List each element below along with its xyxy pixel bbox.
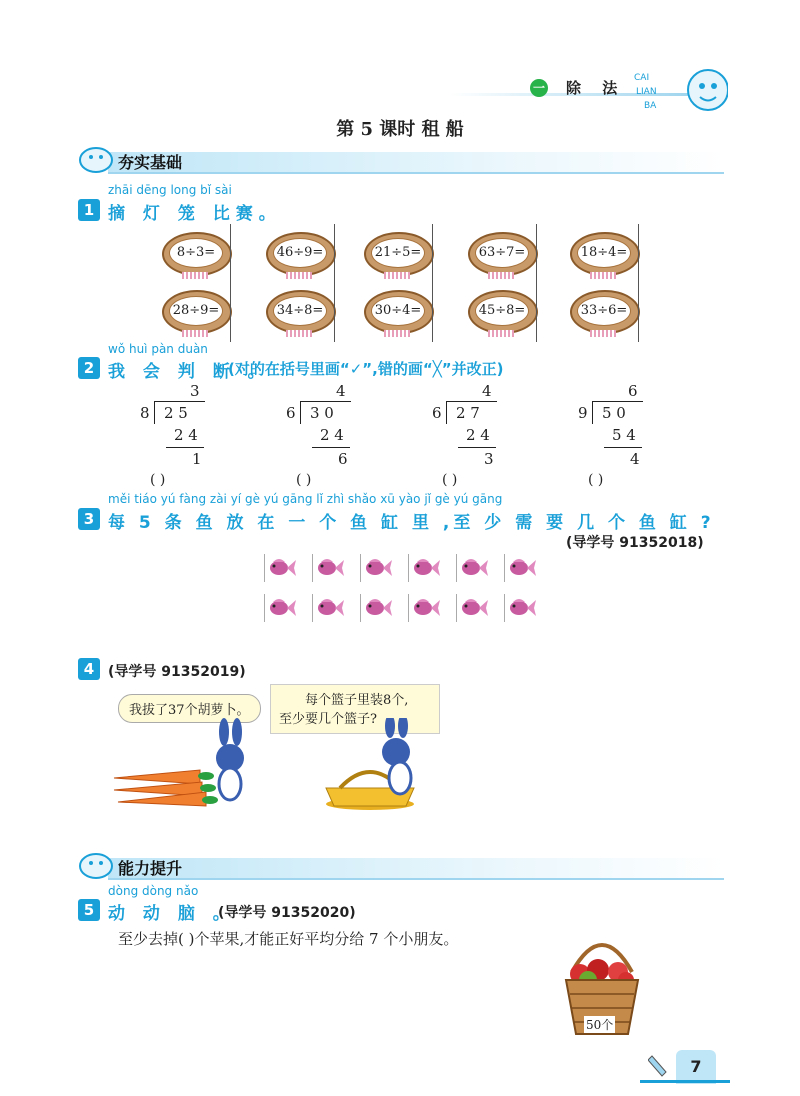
svg-text:BA: BA — [644, 101, 657, 111]
goldfish-icon — [264, 594, 297, 622]
answer-paren: ( ) — [296, 472, 312, 488]
lantern — [162, 290, 232, 336]
q5-number: 5 — [78, 899, 100, 921]
q2-pinyin: wǒ huì pàn duàn — [108, 342, 208, 356]
q1-title: 摘 灯 笼 比赛。 — [108, 204, 282, 224]
lantern-expression: 45÷8= — [475, 296, 529, 326]
division-line — [166, 447, 204, 448]
cailianba-logo — [630, 64, 728, 122]
long-division — [286, 382, 406, 488]
division-line — [604, 447, 642, 448]
lesson-title: 第 5 课时 租 船 — [336, 119, 464, 140]
svg-text:LIAN: LIAN — [636, 87, 657, 97]
page-number: 7 — [676, 1050, 716, 1084]
goldfish-icon — [408, 594, 441, 622]
q2-number: 2 — [78, 357, 100, 379]
goldfish-icon — [408, 554, 441, 582]
answer-paren: ( ) — [150, 472, 166, 488]
lantern — [266, 290, 336, 336]
lantern — [364, 232, 434, 278]
section-label: 能力提升 — [118, 859, 183, 878]
rabbit-bubble-2-line1: 每个篮子里装8个, — [305, 693, 409, 708]
apple-basket — [560, 922, 644, 1040]
division-bracket — [154, 401, 205, 424]
dividend: 5 0 — [602, 404, 626, 422]
carrot-rabbit-scene — [110, 718, 440, 810]
rabbit-bubble-2-line2: 至少要几个篮子? — [279, 712, 377, 727]
q5-title: 动 动 脑 。 — [108, 904, 236, 924]
goldfish-icon — [504, 554, 537, 582]
mascot-icon — [78, 848, 114, 880]
division-bracket — [446, 401, 497, 424]
lantern-expression: 30÷4= — [371, 296, 425, 326]
lantern-expression: 28÷9= — [169, 296, 223, 326]
goldfish-icon — [456, 594, 489, 622]
quotient: 6 — [628, 382, 638, 400]
product: 2 4 — [466, 426, 490, 444]
goldfish-icon — [504, 594, 537, 622]
lantern-expression: 63÷7= — [475, 238, 529, 268]
section-advanced — [78, 852, 724, 882]
q2-title: 我 会 判 断 。 — [108, 362, 271, 382]
q1-number: 1 — [78, 199, 100, 221]
answer-paren: ( ) — [442, 472, 458, 488]
remainder: 4 — [630, 450, 640, 468]
goldfish-icon — [312, 594, 345, 622]
lantern-expression: 34÷8= — [273, 296, 327, 326]
dividend: 2 7 — [456, 404, 480, 422]
goldfish-icon — [264, 554, 297, 582]
lantern-expression: 21÷5= — [371, 238, 425, 268]
divisor: 6 — [432, 404, 442, 422]
lantern — [468, 290, 538, 336]
dividend: 2 5 — [164, 404, 188, 422]
long-division — [578, 382, 698, 488]
division-line — [312, 447, 350, 448]
q5-pinyin: dòng dòng nǎo — [108, 884, 199, 898]
long-division — [432, 382, 552, 488]
goldfish-icon — [312, 554, 345, 582]
lantern — [364, 290, 434, 336]
mascot-icon — [78, 142, 114, 174]
svg-text:CAI: CAI — [634, 73, 650, 83]
quotient: 4 — [336, 382, 346, 400]
goldfish-icon — [360, 594, 393, 622]
answer-paren: ( ) — [588, 472, 604, 488]
quotient: 3 — [190, 382, 200, 400]
remainder: 6 — [338, 450, 348, 468]
basket-label: 50个 — [586, 1018, 614, 1032]
q5-ref: (导学号 91352020) — [218, 905, 356, 921]
divisor: 9 — [578, 404, 588, 422]
section-basic — [78, 146, 724, 176]
q3-title: 每 5 条 鱼 放 在 一 个 鱼 缸 里 ,至 少 需 要 几 个 鱼 缸 ? — [108, 513, 715, 533]
q2-instruction: (对的在括号里画“✓”,错的画“╳”并改正) — [228, 360, 504, 378]
division-bracket — [300, 401, 351, 424]
lantern-expression: 18÷4= — [577, 238, 631, 268]
lantern — [570, 232, 640, 278]
divisor: 6 — [286, 404, 296, 422]
product: 5 4 — [612, 426, 636, 444]
q1-pinyin: zhāi dēng long bǐ sài — [108, 183, 232, 197]
q4-ref: (导学号 91352019) — [108, 664, 246, 680]
unit-title: 除 法 — [566, 79, 626, 97]
q3-number: 3 — [78, 508, 100, 530]
unit-mark: 一 — [530, 79, 548, 97]
q3-pinyin: měi tiáo yú fàng zài yí gè yú gāng lǐ zhì shǎo xū yào jǐ gè yú gāng — [108, 492, 503, 506]
goldfish-icon — [360, 554, 393, 582]
lantern-expression: 8÷3= — [169, 238, 223, 268]
lantern-expression: 46÷9= — [273, 238, 327, 268]
dividend: 3 0 — [310, 404, 334, 422]
product: 2 4 — [174, 426, 198, 444]
q3-ref: (导学号 91352018) — [566, 535, 704, 551]
goldfish-icon — [456, 554, 489, 582]
q5-text: 至少去掉( )个苹果,才能正好平均分给 7 个小朋友。 — [118, 930, 459, 948]
q4-number: 4 — [78, 658, 100, 680]
long-division — [140, 382, 260, 488]
lantern — [266, 232, 336, 278]
product: 2 4 — [320, 426, 344, 444]
lantern-expression: 33÷6= — [577, 296, 631, 326]
lantern — [468, 232, 538, 278]
remainder: 3 — [484, 450, 494, 468]
lantern — [162, 232, 232, 278]
rabbit-bubble-1: 我拔了37个胡萝卜。 — [118, 694, 261, 723]
section-label: 夯实基础 — [118, 153, 183, 172]
division-line — [458, 447, 496, 448]
division-bracket — [592, 401, 643, 424]
remainder: 1 — [192, 450, 202, 468]
quotient: 4 — [482, 382, 492, 400]
lantern — [570, 290, 640, 336]
footer-line — [640, 1080, 730, 1083]
divisor: 8 — [140, 404, 150, 422]
pencil-icon — [648, 1052, 670, 1078]
